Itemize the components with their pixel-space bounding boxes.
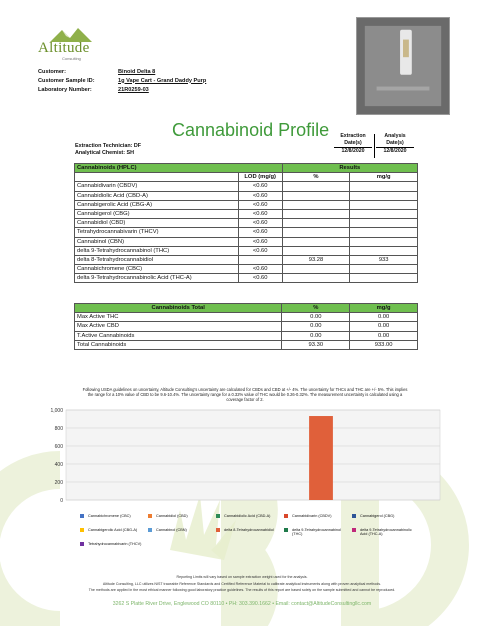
uncertainty-note: Following USDA guidelines on uncertainty, Altitude Consulting's uncertainty are calculated for CBDs and CBD at +/- 4%. The uncertainty for THCs and THC are +/- 5%. This implies the range for a 10% value of CBD to be 9.6-10.4%. The uncertainty range for a 0.32% value of THC would be 0.26-0.32%. The measurement uncertainty is calculated using a coverage factor of 2. — [82, 387, 408, 402]
analysis-date-label: Analysis Date(s) — [384, 133, 406, 146]
legend-swatch — [216, 528, 220, 532]
analyte-name: Cannabidiol (CBD) — [75, 219, 239, 228]
y-tick-label: 600 — [54, 443, 63, 450]
percent-value — [282, 237, 350, 246]
percent-value: 93.28 — [282, 255, 350, 264]
total-mgg: 0.00 — [350, 313, 418, 322]
y-tick-label: 0 — [60, 497, 63, 504]
total-mgg: 0.00 — [350, 331, 418, 340]
y-tick-label: 1,000 — [50, 407, 63, 414]
result-row — [75, 255, 418, 264]
results-header-right: Results — [282, 164, 417, 173]
mgg-value — [350, 200, 418, 209]
legend-label: Cannabichromene (CBC) — [88, 514, 131, 518]
date-divider — [374, 134, 375, 158]
lab-number-label: Laboratory Number: — [38, 86, 92, 93]
result-row — [75, 274, 418, 283]
footer-reporting-limits: Reporting Limits will vary based on sample extraction weight used for the analysis. — [176, 575, 308, 579]
legend-label: Cannabidiol (CBD) — [156, 514, 188, 518]
lod-value: <0.60 — [238, 191, 282, 200]
legend-item — [284, 514, 348, 518]
logo-name: Altitude — [38, 40, 90, 56]
total-label: T.Active Cannabinoids — [75, 331, 282, 340]
customer-info — [38, 67, 206, 94]
footer-standards: Altitude Consulting, LLC utilizes NIST traceable Reference Standards and Certified Reference Material to calibrate analytical instruments along with proven analytical methods. — [102, 582, 382, 586]
legend-item — [80, 514, 144, 518]
sample-id-value: 1g Vape Cart - Grand Daddy Purp — [118, 77, 207, 84]
results-header-row — [75, 164, 418, 173]
lod-value: <0.60 — [238, 200, 282, 209]
total-label: Total Cannabinoids — [75, 340, 282, 349]
mgg-value — [350, 209, 418, 218]
column-header: mg/g — [350, 173, 418, 182]
lod-value: <0.60 — [238, 265, 282, 274]
legend-swatch — [148, 514, 152, 518]
technician-info — [75, 143, 141, 157]
y-tick-label: 800 — [54, 425, 63, 432]
percent-value — [282, 265, 350, 274]
percent-value — [282, 182, 350, 191]
analytical-chemist: Analytical Chemist: SH — [75, 150, 135, 156]
lod-value — [238, 255, 282, 264]
analyte-name: delta 9-Tetrahydrocannabinolic Acid (THC-A) — [75, 274, 239, 283]
analyte-name: Cannabinol (CBN) — [75, 237, 239, 246]
analyte-name: Tetrahydrocannabivarin (THCV) — [75, 228, 239, 237]
extraction-date-label: Extraction Date(s) — [340, 133, 366, 146]
legend-item — [284, 528, 348, 536]
total-label: Max Active CBD — [75, 322, 282, 331]
report-title: Cannabinoid Profile — [172, 120, 330, 140]
analyte-name: delta 8-Tetrahydrocannabidiol — [75, 255, 239, 264]
mgg-value — [350, 182, 418, 191]
legend-label: Tetrahydrocannabivarin (THCV) — [88, 542, 142, 546]
mgg-value — [350, 274, 418, 283]
analyte-name: Cannabigerol (CBG) — [75, 209, 239, 218]
column-header: LOD (mg/g) — [238, 173, 282, 182]
cannabinoid-totals-table — [74, 303, 418, 350]
total-mgg: 933.00 — [350, 340, 418, 349]
legend-label: Cannabigerol (CBG) — [360, 514, 395, 518]
y-tick-label: 400 — [54, 461, 63, 468]
percent-value — [282, 219, 350, 228]
lod-value: <0.60 — [238, 246, 282, 255]
totals-header: Cannabinoids Total — [75, 304, 282, 313]
legend-swatch — [216, 514, 220, 518]
legend-label: delta 9-Tetrahydrocannabinolic Acid (THC-A) — [360, 528, 412, 536]
percent-value — [282, 274, 350, 283]
y-tick-label: 200 — [54, 479, 63, 486]
legend-swatch — [80, 542, 84, 546]
result-row — [75, 200, 418, 209]
lab-number-value: 21R0259-03 — [118, 86, 149, 93]
result-row — [75, 219, 418, 228]
legend-swatch — [80, 514, 84, 518]
total-percent: 0.00 — [282, 331, 350, 340]
mgg-value — [350, 191, 418, 200]
extraction-date: 12/8/2020 — [334, 147, 372, 155]
chart-plot-area — [66, 410, 440, 500]
legend-label: Cannabigerolic Acid (CBG-A) — [88, 528, 138, 532]
lod-value: <0.60 — [238, 228, 282, 237]
result-row — [75, 209, 418, 218]
customer-label: Customer: — [38, 68, 66, 75]
results-column-row — [75, 173, 418, 182]
extraction-technician: Extraction Technician: DF — [75, 143, 142, 149]
legend-swatch — [352, 528, 356, 532]
lod-value: <0.60 — [238, 274, 282, 283]
result-row — [75, 182, 418, 191]
total-row — [75, 340, 418, 349]
percent-value — [282, 200, 350, 209]
chart-bar — [309, 416, 333, 500]
legend-item — [148, 528, 212, 532]
column-header — [75, 173, 239, 182]
cannabinoid-results-table — [74, 163, 418, 283]
analyte-name: delta 9-Tetrahydrocannabinol (THC) — [75, 246, 239, 255]
analyte-name: Cannabidiolic Acid (CBD-A) — [75, 191, 239, 200]
legend-label: delta 9-Tetrahydrocannabinol (THC) — [292, 528, 341, 536]
legend-swatch — [284, 528, 288, 532]
legend-label: Cannabidiolic Acid (CBD-A) — [224, 514, 271, 518]
percent-value — [282, 228, 350, 237]
total-label: Max Active THC — [75, 313, 282, 322]
percent-value — [282, 246, 350, 255]
totals-header: % — [282, 304, 350, 313]
mgg-value — [350, 265, 418, 274]
legend-swatch — [352, 514, 356, 518]
result-row — [75, 228, 418, 237]
total-percent: 93.30 — [282, 340, 350, 349]
result-row — [75, 191, 418, 200]
legend-item — [80, 528, 144, 532]
analysis-date-header — [376, 133, 414, 155]
total-percent: 0.00 — [282, 313, 350, 322]
logo-tagline: Consulting — [62, 56, 81, 61]
legend-item — [148, 514, 212, 518]
footer-methods: The methods are applied in the most ethical manner following good laboratory practice guidelines. The results of this report are based solely on the sample submitted and cannot be reproduced. — [88, 588, 396, 592]
analyte-name: Cannabichromene (CBC) — [75, 265, 239, 274]
mgg-value — [350, 246, 418, 255]
total-mgg: 0.00 — [350, 322, 418, 331]
cannabinoid-bar-chart — [40, 404, 450, 508]
result-row — [75, 246, 418, 255]
legend-swatch — [284, 514, 288, 518]
legend-label: delta 8-Tetrahydrocannabidiol — [224, 528, 274, 532]
analyte-name: Cannabigerolic Acid (CBG-A) — [75, 200, 239, 209]
column-header: % — [282, 173, 350, 182]
lod-value: <0.60 — [238, 237, 282, 246]
result-row — [75, 237, 418, 246]
analyte-name: Cannabidivarin (CBDV) — [75, 182, 239, 191]
legend-label: Cannabinol (CBN) — [156, 528, 187, 532]
total-row — [75, 313, 418, 322]
mgg-value: 933 — [350, 255, 418, 264]
customer-value: Binoid Delta 8 — [118, 68, 156, 75]
mgg-value — [350, 219, 418, 228]
legend-item — [352, 528, 416, 536]
percent-value — [282, 191, 350, 200]
legend-swatch — [148, 528, 152, 532]
legend-item — [216, 514, 280, 518]
legend-item — [216, 528, 280, 532]
total-row — [75, 331, 418, 340]
extraction-date-header — [334, 133, 372, 155]
result-row — [75, 265, 418, 274]
totals-header-row — [75, 304, 418, 313]
legend-item — [80, 542, 144, 546]
totals-header: mg/g — [350, 304, 418, 313]
lod-value: <0.60 — [238, 209, 282, 218]
lod-value: <0.60 — [238, 219, 282, 228]
mgg-value — [350, 228, 418, 237]
footer-address: 3262 S Platte River Drive, Englewood CO 80110 • PH: 303.390.1662 • Email: contact@AltitudeConsultingllc.com — [112, 601, 372, 607]
percent-value — [282, 209, 350, 218]
analysis-date: 12/8/2020 — [376, 147, 414, 155]
total-row — [75, 322, 418, 331]
legend-item — [352, 514, 416, 518]
mgg-value — [350, 237, 418, 246]
legend-label: Cannabidivarin (CBDV) — [292, 514, 332, 518]
sample-id-label: Customer Sample ID: — [38, 77, 95, 84]
results-header-left: Cannabinoids (HPLC) — [75, 164, 283, 173]
total-percent: 0.00 — [282, 322, 350, 331]
lod-value: <0.60 — [238, 182, 282, 191]
legend-swatch — [80, 528, 84, 532]
sample-photo — [356, 17, 450, 115]
